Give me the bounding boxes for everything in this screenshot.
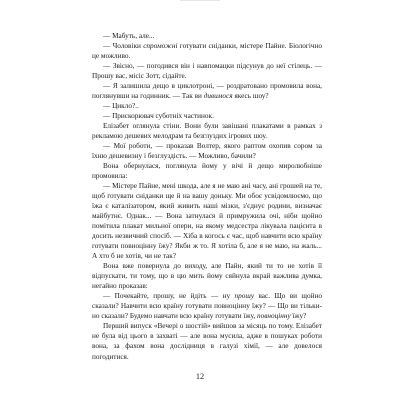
text-run: — Мабуть, але... bbox=[103, 32, 155, 40]
text-run: Елізабет оглянула стіни. Вони були завішані плакатами в рамках з рекламою дешевих мелодрам та безглуздих ігрових шоу. bbox=[92, 122, 322, 141]
paragraph bbox=[92, 41, 322, 61]
paragraph bbox=[92, 321, 322, 361]
paragraph bbox=[92, 121, 322, 141]
paragraph bbox=[92, 141, 322, 161]
paragraph bbox=[92, 31, 322, 41]
text-run: — Цикло?.. bbox=[103, 102, 139, 111]
text-run: Вона обернулася, поглянула йому у вічі й дещо миролюбніше промовила: bbox=[92, 162, 322, 181]
text-run: — Прискорювач суботніх частинок. bbox=[103, 112, 214, 121]
text-run: — Почекайте, прошу, не йдіть — ну bbox=[103, 292, 235, 301]
italic-text: прошу bbox=[234, 292, 255, 301]
page-top-edge bbox=[180, 0, 220, 1]
page-number: 12 bbox=[195, 372, 205, 381]
text-run: — Чоловіки bbox=[103, 42, 144, 51]
paragraph bbox=[92, 181, 322, 261]
paragraph bbox=[92, 61, 322, 81]
paragraph bbox=[92, 111, 322, 121]
text-run: — Мої роботи, — проказав Волтер, якого раптом охопив сором за їхню дешевизну і безглуздість. — Можливо, бачили? bbox=[92, 142, 322, 161]
paragraph bbox=[92, 261, 322, 291]
paragraph bbox=[92, 161, 322, 181]
italic-text: повноцінну bbox=[257, 312, 291, 321]
text-run: — Звісно, — погодився він і навпомацки підсунув до неї стілець. — Прошу вас, місіс Зотт, сідайте. bbox=[92, 62, 322, 81]
paragraph bbox=[92, 291, 322, 321]
text-run: якесь шоу? bbox=[232, 92, 269, 101]
italic-text: дивимося bbox=[203, 92, 233, 101]
text-run: вас. Що ви щойно сказали? Навчити всю країну готувати повноцінну їжу? — Що ви тільки-но сказали? Будемо навчати всю країну готувати їжу, bbox=[92, 292, 322, 321]
text-run: готувати сніданки, містере Пайне. Біологічно це можливо. bbox=[92, 42, 322, 61]
text-run: Вона вже повернула до виходу, але Пайн, який ти то не хотів її відпускати, ти тому, що в цю мить йому сяйнула вкрай важлива думка, негайно проказав: bbox=[92, 262, 322, 291]
text-run: — Містере Пайне, мені шкода, але я не маю ані часу, ані грошей на те, щоб готувати сніданки ще й на вашу доньку. Ми обоє усвідомлюємо, що їжа є каталізатором, який живить наші мізки, з'єднує родини, визначає майбутнє. Однак... — Вона затнулася й примружила очі, ніби щойно помітила плакат мильної опери, на якому медсестра лікувала пацієнта в досить незвичний спосіб. — Хіба в когось є час, щоб навчити всю країну готувати повноцінну їжу? Якби ж то. Я хотіла б, але я не маю, на жаль... А хто б не хотів, чи не так? bbox=[92, 182, 322, 261]
text-run: — Я залишила дещо в циклотроні, — роздратовано промовила вона, поглянувши на годинник. — Так ви bbox=[92, 82, 322, 101]
italic-text: спроможні bbox=[143, 42, 178, 51]
paragraph bbox=[92, 101, 322, 111]
paragraph bbox=[92, 81, 322, 101]
text-run: їжу? bbox=[290, 312, 307, 321]
body-text bbox=[92, 31, 322, 362]
text-run: Перший випуск «Вечері о шостій» вийшов за місяць по тому. Елізабет не була від цього в захваті — але вона мусила, адже в пошуках роботи вона, за фахом вона дослідниця в галузі хімії, — але довелося погодитися. bbox=[92, 322, 322, 361]
